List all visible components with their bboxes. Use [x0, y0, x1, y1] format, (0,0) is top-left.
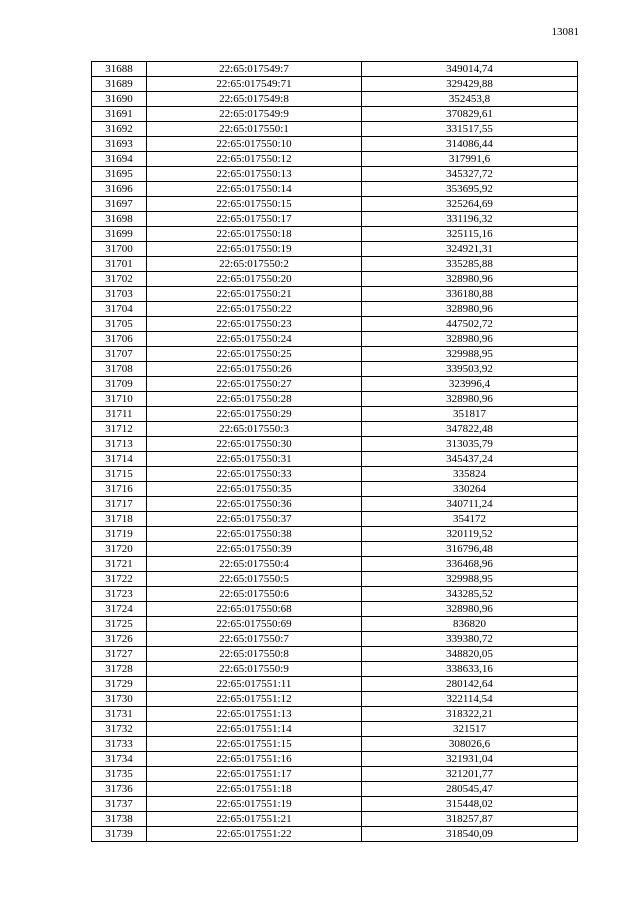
row-number-cell: 31734: [92, 752, 147, 767]
table-row: [92, 422, 578, 437]
table-row: [92, 92, 578, 107]
row-number-cell: 31720: [92, 542, 147, 557]
cadastral-value-cell: 324921,31: [362, 242, 578, 257]
cadastral-number-cell: 22:65:017550:3: [147, 422, 362, 437]
cadastral-number-cell: 22:65:017550:39: [147, 542, 362, 557]
row-number-cell: 31735: [92, 767, 147, 782]
cadastral-number-cell: 22:65:017551:16: [147, 752, 362, 767]
cadastral-number-cell: 22:65:017550:27: [147, 377, 362, 392]
table-row: [92, 452, 578, 467]
row-number-cell: 31708: [92, 362, 147, 377]
cadastral-value-cell: 352453,8: [362, 92, 578, 107]
cadastral-number-cell: 22:65:017551:14: [147, 722, 362, 737]
cadastral-number-cell: 22:65:017550:38: [147, 527, 362, 542]
cadastral-number-cell: 22:65:017551:19: [147, 797, 362, 812]
cadastral-number-cell: 22:65:017550:31: [147, 452, 362, 467]
table-row: [92, 497, 578, 512]
table-row: [92, 317, 578, 332]
table-row: [92, 287, 578, 302]
row-number-cell: 31698: [92, 212, 147, 227]
row-number-cell: 31715: [92, 467, 147, 482]
table-row: [92, 242, 578, 257]
row-number-cell: 31709: [92, 377, 147, 392]
cadastral-number-cell: 22:65:017550:19: [147, 242, 362, 257]
table-row: [92, 662, 578, 677]
cadastral-number-cell: 22:65:017550:35: [147, 482, 362, 497]
row-number-cell: 31732: [92, 722, 147, 737]
row-number-cell: 31704: [92, 302, 147, 317]
row-number-cell: 31713: [92, 437, 147, 452]
cadastral-number-cell: 22:65:017550:14: [147, 182, 362, 197]
cadastral-value-cell: 318322,21: [362, 707, 578, 722]
table-row: [92, 812, 578, 827]
cadastral-value-cell: 338633,16: [362, 662, 578, 677]
cadastral-number-cell: 22:65:017550:4: [147, 557, 362, 572]
cadastral-value-cell: 339503,92: [362, 362, 578, 377]
row-number-cell: 31736: [92, 782, 147, 797]
row-number-cell: 31697: [92, 197, 147, 212]
cadastral-value-cell: 329429,88: [362, 77, 578, 92]
row-number-cell: 31726: [92, 632, 147, 647]
cadastral-value-cell: 347822,48: [362, 422, 578, 437]
row-number-cell: 31701: [92, 257, 147, 272]
row-number-cell: 31711: [92, 407, 147, 422]
cadastral-number-cell: 22:65:017549:7: [147, 62, 362, 77]
table-row: [92, 722, 578, 737]
table-row: [92, 737, 578, 752]
cadastral-number-cell: 22:65:017550:5: [147, 572, 362, 587]
cadastral-value-cell: 318540,09: [362, 827, 578, 842]
cadastral-value-cell: 316796,48: [362, 542, 578, 557]
table-row: [92, 197, 578, 212]
cadastral-value-cell: 322114,54: [362, 692, 578, 707]
table-row: [92, 407, 578, 422]
cadastral-value-cell: 351817: [362, 407, 578, 422]
cadastral-value-cell: 321517: [362, 722, 578, 737]
cadastral-value-cell: 321931,04: [362, 752, 578, 767]
cadastral-number-cell: 22:65:017550:29: [147, 407, 362, 422]
row-number-cell: 31731: [92, 707, 147, 722]
table-row: [92, 347, 578, 362]
row-number-cell: 31721: [92, 557, 147, 572]
table-row: [92, 632, 578, 647]
table-row: [92, 677, 578, 692]
cadastral-number-cell: 22:65:017550:36: [147, 497, 362, 512]
table-row: [92, 797, 578, 812]
table-row: [92, 362, 578, 377]
table-row: [92, 227, 578, 242]
table-row: [92, 152, 578, 167]
row-number-cell: 31724: [92, 602, 147, 617]
table-row: [92, 512, 578, 527]
cadastral-number-cell: 22:65:017550:12: [147, 152, 362, 167]
cadastral-number-cell: 22:65:017550:69: [147, 617, 362, 632]
cadastral-value-cell: 315448,02: [362, 797, 578, 812]
cadastral-number-cell: 22:65:017550:21: [147, 287, 362, 302]
cadastral-number-cell: 22:65:017551:13: [147, 707, 362, 722]
table-row: [92, 767, 578, 782]
table-row: [92, 62, 578, 77]
cadastral-number-cell: 22:65:017550:9: [147, 662, 362, 677]
row-number-cell: 31712: [92, 422, 147, 437]
cadastral-number-cell: 22:65:017549:71: [147, 77, 362, 92]
cadastral-number-cell: 22:65:017550:26: [147, 362, 362, 377]
cadastral-value-cell: 836820: [362, 617, 578, 632]
row-number-cell: 31707: [92, 347, 147, 362]
cadastral-value-cell: 331517,55: [362, 122, 578, 137]
row-number-cell: 31699: [92, 227, 147, 242]
cadastral-value-cell: 348820,05: [362, 647, 578, 662]
cadastral-value-cell: 320119,52: [362, 527, 578, 542]
cadastral-number-cell: 22:65:017551:18: [147, 782, 362, 797]
cadastral-value-cell: 340711,24: [362, 497, 578, 512]
cadastral-value-cell: 328980,96: [362, 392, 578, 407]
row-number-cell: 31737: [92, 797, 147, 812]
row-number-cell: 31690: [92, 92, 147, 107]
cadastral-number-cell: 22:65:017550:22: [147, 302, 362, 317]
row-number-cell: 31729: [92, 677, 147, 692]
cadastral-number-cell: 22:65:017550:17: [147, 212, 362, 227]
cadastral-value-cell: 354172: [362, 512, 578, 527]
cadastral-value-cell: 328980,96: [362, 272, 578, 287]
cadastral-number-cell: 22:65:017550:8: [147, 647, 362, 662]
row-number-cell: 31723: [92, 587, 147, 602]
row-number-cell: 31722: [92, 572, 147, 587]
row-number-cell: 31727: [92, 647, 147, 662]
cadastral-value-cell: 345437,24: [362, 452, 578, 467]
table-row: [92, 392, 578, 407]
cadastral-value-cell: 335285,88: [362, 257, 578, 272]
row-number-cell: 31733: [92, 737, 147, 752]
row-number-cell: 31694: [92, 152, 147, 167]
row-number-cell: 31738: [92, 812, 147, 827]
cadastral-value-cell: 329988,95: [362, 347, 578, 362]
cadastral-number-cell: 22:65:017551:15: [147, 737, 362, 752]
table-row: [92, 77, 578, 92]
cadastral-value-cell: 328980,96: [362, 332, 578, 347]
cadastral-number-cell: 22:65:017550:1: [147, 122, 362, 137]
cadastral-number-cell: 22:65:017550:28: [147, 392, 362, 407]
cadastral-value-cell: 325115,16: [362, 227, 578, 242]
table-row: [92, 707, 578, 722]
row-number-cell: 31703: [92, 287, 147, 302]
table-row: [92, 302, 578, 317]
cadastral-value-cell: 328980,96: [362, 602, 578, 617]
cadastral-value-cell: 308026,6: [362, 737, 578, 752]
row-number-cell: 31702: [92, 272, 147, 287]
table-row: [92, 647, 578, 662]
row-number-cell: 31730: [92, 692, 147, 707]
table-row: [92, 332, 578, 347]
cadastral-number-cell: 22:65:017550:18: [147, 227, 362, 242]
row-number-cell: 31692: [92, 122, 147, 137]
row-number-cell: 31739: [92, 827, 147, 842]
cadastral-number-cell: 22:65:017550:25: [147, 347, 362, 362]
cadastral-value-cell: 329988,95: [362, 572, 578, 587]
cadastral-value-cell: 447502,72: [362, 317, 578, 332]
cadastral-number-cell: 22:65:017550:68: [147, 602, 362, 617]
cadastral-value-cell: 318257,87: [362, 812, 578, 827]
cadastral-value-cell: 321201,77: [362, 767, 578, 782]
page-number: 13081: [551, 26, 579, 38]
table-row: [92, 527, 578, 542]
table-row: [92, 257, 578, 272]
cadastral-value-cell: 370829,61: [362, 107, 578, 122]
cadastral-value-cell: 335824: [362, 467, 578, 482]
table-row: [92, 752, 578, 767]
row-number-cell: 31705: [92, 317, 147, 332]
row-number-cell: 31710: [92, 392, 147, 407]
row-number-cell: 31689: [92, 77, 147, 92]
cadastral-value-cell: 353695,92: [362, 182, 578, 197]
table-row: [92, 212, 578, 227]
table-row: [92, 182, 578, 197]
table-row: [92, 482, 578, 497]
cadastral-value-cell: 336468,96: [362, 557, 578, 572]
row-number-cell: 31706: [92, 332, 147, 347]
row-number-cell: 31719: [92, 527, 147, 542]
cadastral-number-cell: 22:65:017550:10: [147, 137, 362, 152]
table-row: [92, 107, 578, 122]
table-body: [92, 62, 578, 842]
row-number-cell: 31714: [92, 452, 147, 467]
table-row: [92, 167, 578, 182]
row-number-cell: 31716: [92, 482, 147, 497]
row-number-cell: 31688: [92, 62, 147, 77]
cadastral-number-cell: 22:65:017550:37: [147, 512, 362, 527]
cadastral-number-cell: 22:65:017550:15: [147, 197, 362, 212]
table-row: [92, 377, 578, 392]
cadastral-value-cell: 330264: [362, 482, 578, 497]
table-row: [92, 137, 578, 152]
cadastral-number-cell: 22:65:017549:9: [147, 107, 362, 122]
table-row: [92, 122, 578, 137]
table-row: [92, 587, 578, 602]
cadastral-number-cell: 22:65:017550:6: [147, 587, 362, 602]
cadastral-value-cell: 336180,88: [362, 287, 578, 302]
cadastral-value-cell: 349014,74: [362, 62, 578, 77]
row-number-cell: 31700: [92, 242, 147, 257]
row-number-cell: 31691: [92, 107, 147, 122]
cadastral-value-cell: 280142,64: [362, 677, 578, 692]
cadastral-number-cell: 22:65:017550:33: [147, 467, 362, 482]
row-number-cell: 31728: [92, 662, 147, 677]
table-row: [92, 572, 578, 587]
cadastral-number-cell: 22:65:017551:17: [147, 767, 362, 782]
table-row: [92, 542, 578, 557]
cadastral-value-cell: 317991,6: [362, 152, 578, 167]
cadastral-number-cell: 22:65:017549:8: [147, 92, 362, 107]
row-number-cell: 31725: [92, 617, 147, 632]
cadastral-number-cell: 22:65:017550:20: [147, 272, 362, 287]
cadastral-value-cell: 328980,96: [362, 302, 578, 317]
cadastral-value-cell: 313035,79: [362, 437, 578, 452]
cadastral-value-table: [91, 61, 578, 842]
cadastral-number-cell: 22:65:017550:13: [147, 167, 362, 182]
cadastral-value-cell: 343285,52: [362, 587, 578, 602]
table-row: [92, 602, 578, 617]
cadastral-value-cell: 331196,32: [362, 212, 578, 227]
cadastral-value-cell: 345327,72: [362, 167, 578, 182]
cadastral-number-cell: 22:65:017551:12: [147, 692, 362, 707]
row-number-cell: 31695: [92, 167, 147, 182]
row-number-cell: 31718: [92, 512, 147, 527]
cadastral-number-cell: 22:65:017551:21: [147, 812, 362, 827]
table-row: [92, 782, 578, 797]
table-row: [92, 827, 578, 842]
table-row: [92, 272, 578, 287]
table-row: [92, 467, 578, 482]
cadastral-value-cell: 314086,44: [362, 137, 578, 152]
cadastral-number-cell: 22:65:017550:30: [147, 437, 362, 452]
cadastral-value-cell: 325264,69: [362, 197, 578, 212]
table-row: [92, 692, 578, 707]
table-row: [92, 437, 578, 452]
row-number-cell: 31717: [92, 497, 147, 512]
cadastral-number-cell: 22:65:017551:11: [147, 677, 362, 692]
cadastral-value-cell: 339380,72: [362, 632, 578, 647]
cadastral-value-cell: 323996,4: [362, 377, 578, 392]
cadastral-number-cell: 22:65:017550:2: [147, 257, 362, 272]
cadastral-value-cell: 280545,47: [362, 782, 578, 797]
table-row: [92, 557, 578, 572]
table-row: [92, 617, 578, 632]
cadastral-number-cell: 22:65:017550:23: [147, 317, 362, 332]
row-number-cell: 31693: [92, 137, 147, 152]
row-number-cell: 31696: [92, 182, 147, 197]
cadastral-number-cell: 22:65:017550:7: [147, 632, 362, 647]
cadastral-number-cell: 22:65:017551:22: [147, 827, 362, 842]
cadastral-number-cell: 22:65:017550:24: [147, 332, 362, 347]
